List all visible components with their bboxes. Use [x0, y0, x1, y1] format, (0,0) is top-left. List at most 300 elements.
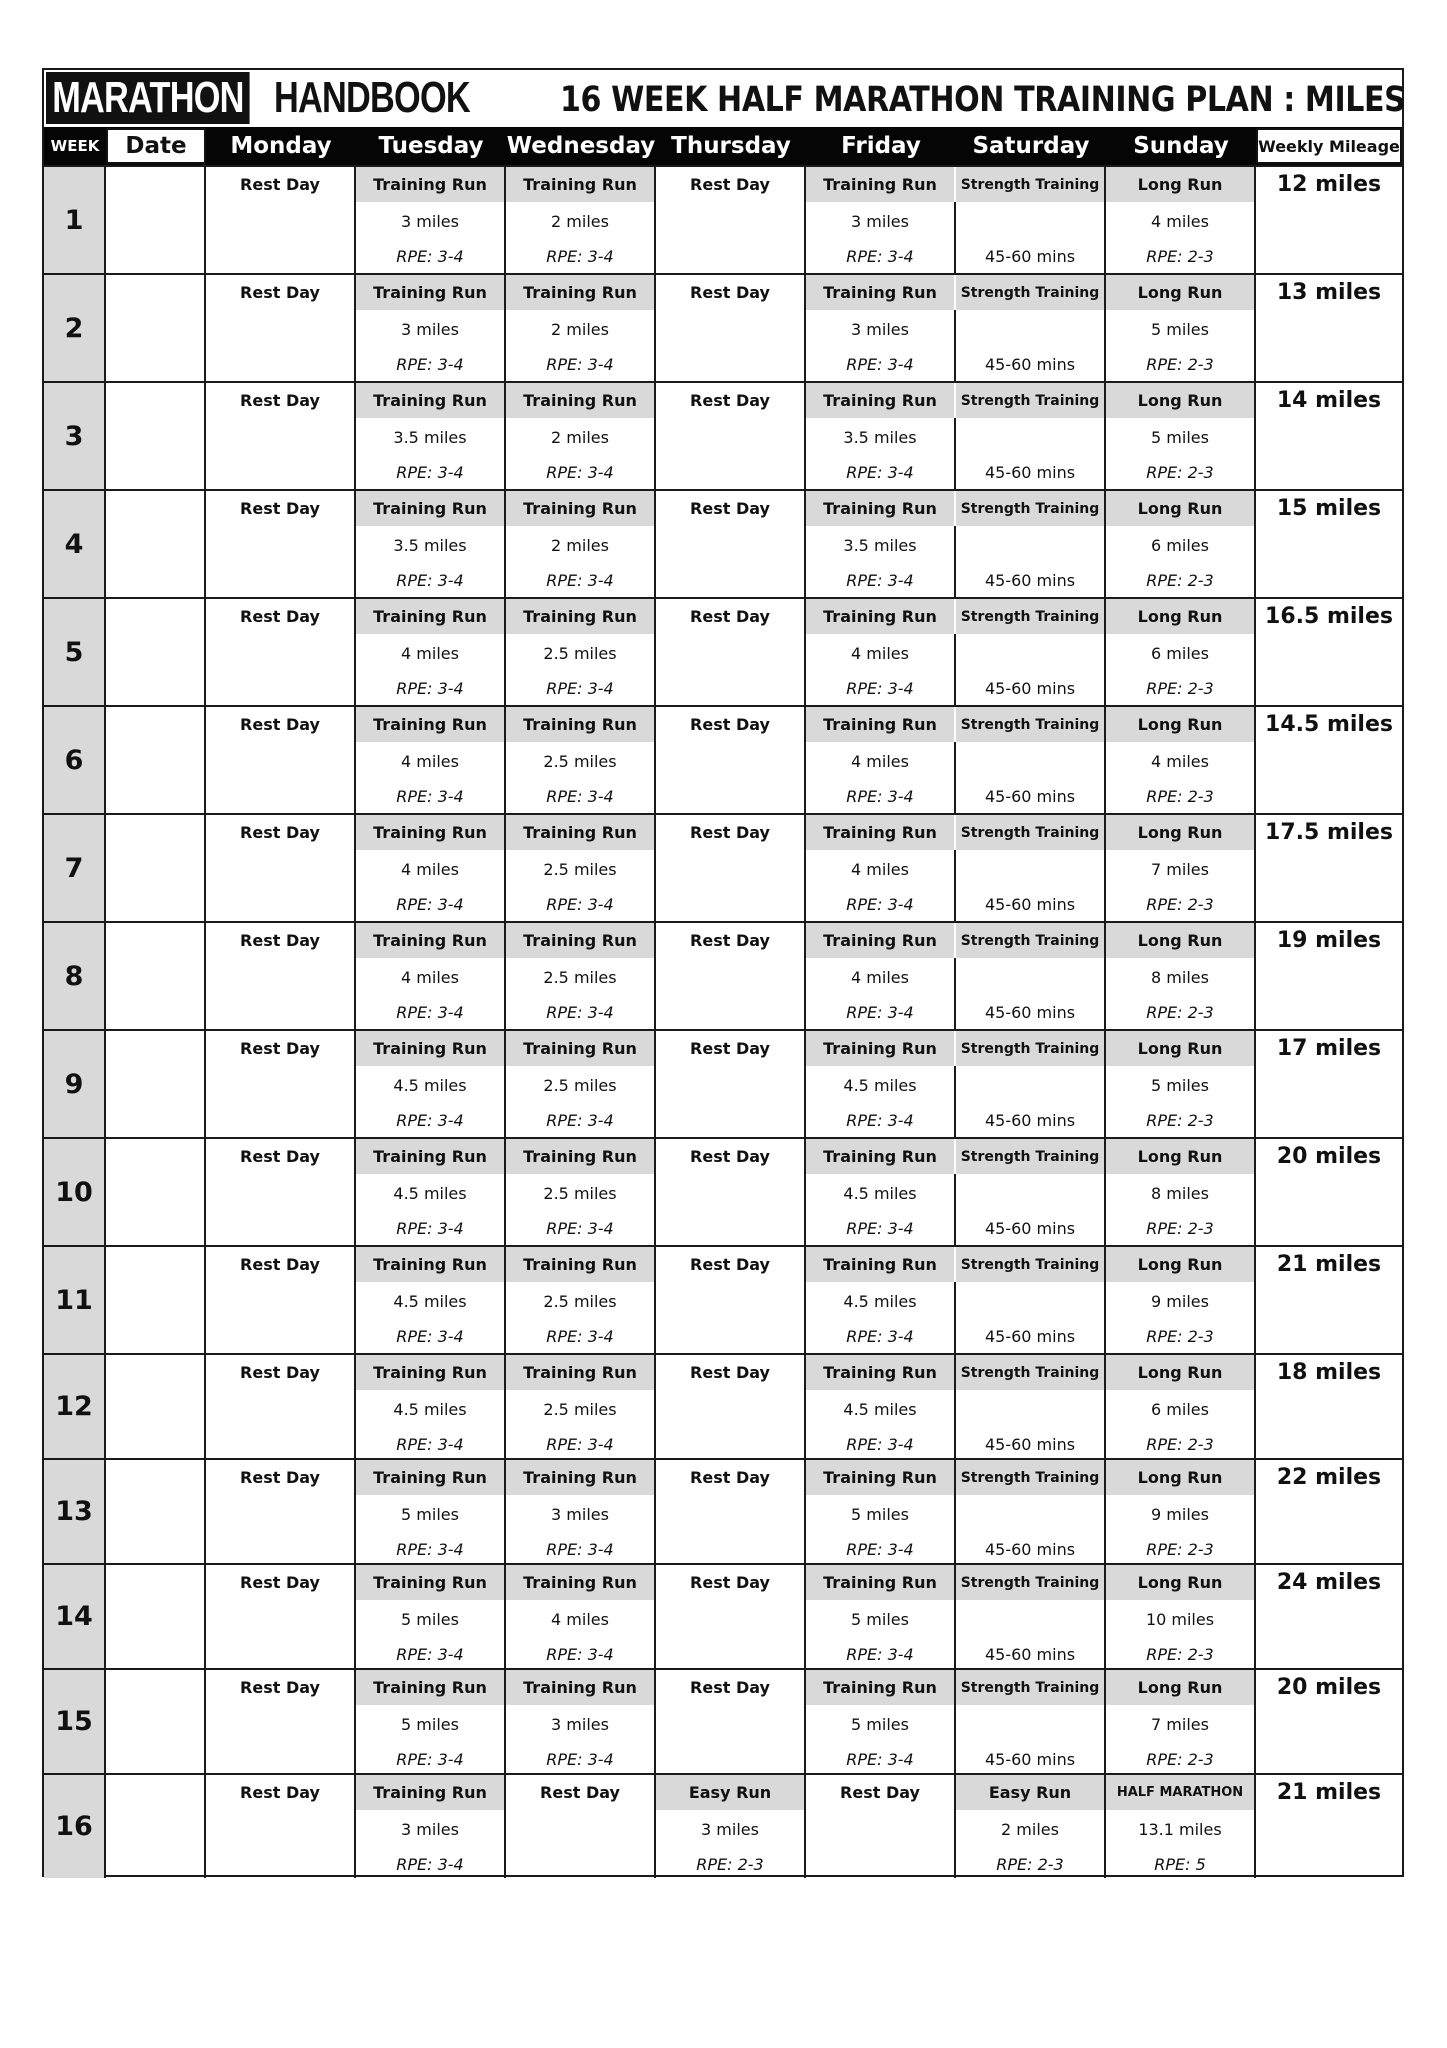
workout-type: Training Run	[356, 1670, 504, 1705]
workout-type: Long Run	[1106, 1031, 1254, 1066]
workout-distance: 5 miles	[1151, 1076, 1209, 1095]
day-cell-thursday	[656, 1355, 806, 1458]
workout-type: Long Run	[1106, 1670, 1254, 1705]
day-cell-friday	[806, 1139, 956, 1245]
workout-effort: RPE: 5	[1154, 1855, 1206, 1874]
week-number: 4	[44, 491, 106, 597]
workout-effort	[656, 455, 804, 490]
workout-type: Rest Day	[240, 607, 320, 626]
weekly-mileage-cell	[1256, 1670, 1402, 1773]
workout-effort: RPE: 3-4	[546, 571, 614, 590]
workout-effort: RPE: 3-4	[396, 355, 464, 374]
workout-distance: 13.1 miles	[1138, 1820, 1222, 1839]
workout-type: Rest Day	[690, 1363, 770, 1382]
workout-effort	[656, 1319, 804, 1354]
workout-distance	[656, 1176, 804, 1211]
day-cell-tuesday	[356, 707, 506, 813]
workout-distance: 2.5 miles	[543, 1076, 617, 1095]
day-cell-saturday	[956, 1139, 1106, 1245]
workout-effort	[206, 1427, 354, 1462]
workout-type: Strength Training	[956, 815, 1104, 850]
workout-distance: 4 miles	[401, 860, 459, 879]
workout-type: Rest Day	[690, 499, 770, 518]
workout-type: Training Run	[506, 167, 654, 202]
workout-distance: 4 miles	[851, 644, 909, 663]
day-cell-wednesday	[506, 1460, 656, 1563]
weekly-mileage-cell	[1256, 1775, 1402, 1878]
date-cell[interactable]	[106, 1139, 206, 1245]
day-cell-sunday	[1106, 1670, 1256, 1773]
workout-type: Training Run	[806, 923, 954, 958]
day-cell-sunday	[1106, 1460, 1256, 1563]
workout-distance: 6 miles	[1151, 644, 1209, 663]
day-cell-thursday	[656, 599, 806, 705]
workout-distance	[956, 1392, 1104, 1427]
workout-effort: RPE: 3-4	[396, 1111, 464, 1130]
workout-type: Training Run	[506, 1139, 654, 1174]
workout-effort	[206, 1847, 354, 1882]
day-cell-tuesday	[356, 599, 506, 705]
workout-type: Training Run	[506, 1460, 654, 1495]
day-cell-monday	[206, 1775, 356, 1878]
workout-distance	[656, 420, 804, 455]
workout-effort: RPE: 3-4	[396, 1645, 464, 1664]
workout-distance	[656, 204, 804, 239]
date-cell[interactable]	[106, 1775, 206, 1878]
day-cell-saturday	[956, 1775, 1106, 1878]
workout-distance	[206, 1602, 354, 1637]
workout-effort	[206, 347, 354, 382]
day-cell-wednesday	[506, 923, 656, 1029]
day-cell-sunday	[1106, 167, 1256, 273]
workout-type: Strength Training	[956, 707, 1104, 742]
workout-distance	[956, 204, 1104, 239]
weekly-mileage-value: 12 miles	[1276, 172, 1382, 197]
workout-type: Training Run	[356, 1355, 504, 1390]
workout-type: Training Run	[506, 923, 654, 958]
workout-effort: RPE: 3-4	[546, 247, 614, 266]
workout-type: Strength Training	[956, 1670, 1104, 1705]
workout-effort: RPE: 2-3	[1146, 355, 1214, 374]
day-cell-sunday	[1106, 1031, 1256, 1137]
day-cell-saturday	[956, 383, 1106, 489]
workout-distance: 3 miles	[851, 320, 909, 339]
workout-type: Long Run	[1106, 1460, 1254, 1495]
workout-distance: 4 miles	[401, 752, 459, 771]
day-cell-sunday	[1106, 1247, 1256, 1353]
day-cell-sunday	[1106, 923, 1256, 1029]
workout-type: Strength Training	[956, 1031, 1104, 1066]
workout-distance	[956, 1284, 1104, 1319]
workout-effort: RPE: 3-4	[396, 1855, 464, 1874]
workout-distance	[656, 1068, 804, 1103]
workout-distance	[206, 1068, 354, 1103]
day-cell-monday	[206, 599, 356, 705]
date-cell[interactable]	[106, 707, 206, 813]
workout-type: Training Run	[806, 383, 954, 418]
workout-distance	[656, 528, 804, 563]
workout-effort: RPE: 3-4	[396, 1327, 464, 1346]
workout-type: Rest Day	[690, 1255, 770, 1274]
weekly-mileage-cell	[1256, 491, 1402, 597]
day-cell-friday	[806, 1670, 956, 1773]
workout-effort: RPE: 3-4	[846, 1327, 914, 1346]
workout-distance: 8 miles	[1151, 968, 1209, 987]
workout-type: Rest Day	[690, 1678, 770, 1697]
workout-effort: RPE: 3-4	[846, 1540, 914, 1559]
workout-effort: RPE: 3-4	[546, 1540, 614, 1559]
date-cell[interactable]	[106, 1247, 206, 1353]
workout-type: Training Run	[506, 491, 654, 526]
day-cell-friday	[806, 167, 956, 273]
date-cell[interactable]	[106, 491, 206, 597]
workout-distance: 3.5 miles	[843, 428, 917, 447]
workout-type: Rest Day	[690, 1039, 770, 1058]
date-cell[interactable]	[106, 1565, 206, 1668]
workout-type: Training Run	[806, 815, 954, 850]
workout-type: Rest Day	[240, 1468, 320, 1487]
day-cell-monday	[206, 1460, 356, 1563]
workout-effort: RPE: 3-4	[396, 895, 464, 914]
workout-effort: RPE: 2-3	[996, 1855, 1064, 1874]
column-header-saturday: Saturday	[972, 133, 1090, 159]
workout-distance	[956, 1602, 1104, 1637]
workout-distance: 2 miles	[551, 536, 609, 555]
day-cell-tuesday	[356, 923, 506, 1029]
day-cell-monday	[206, 923, 356, 1029]
workout-type: Training Run	[506, 1565, 654, 1600]
day-cell-tuesday	[356, 1031, 506, 1137]
workout-type: Strength Training	[956, 1460, 1104, 1495]
workout-distance	[656, 852, 804, 887]
workout-distance	[206, 1392, 354, 1427]
workout-type: Long Run	[1106, 1565, 1254, 1600]
date-cell[interactable]	[106, 923, 206, 1029]
day-cell-wednesday	[506, 1031, 656, 1137]
workout-effort: RPE: 2-3	[696, 1855, 764, 1874]
workout-effort: 45-60 mins	[984, 247, 1076, 266]
workout-type: Training Run	[506, 1031, 654, 1066]
workout-distance	[206, 960, 354, 995]
workout-effort: 45-60 mins	[984, 787, 1076, 806]
day-cell-friday	[806, 275, 956, 381]
workout-type: Training Run	[356, 815, 504, 850]
day-cell-wednesday	[506, 599, 656, 705]
workout-type: Strength Training	[956, 167, 1104, 202]
workout-type: Long Run	[1106, 1355, 1254, 1390]
day-cell-sunday	[1106, 815, 1256, 921]
workout-type: Strength Training	[956, 275, 1104, 310]
day-cell-wednesday	[506, 1139, 656, 1245]
workout-distance: 3 miles	[401, 212, 459, 231]
day-cell-wednesday	[506, 815, 656, 921]
workout-type: Rest Day	[540, 1783, 620, 1802]
workout-effort: RPE: 2-3	[1146, 1003, 1214, 1022]
week-number: 9	[44, 1031, 106, 1137]
day-cell-monday	[206, 167, 356, 273]
workout-type: Rest Day	[690, 283, 770, 302]
workout-distance	[206, 1176, 354, 1211]
workout-distance	[956, 1707, 1104, 1742]
day-cell-friday	[806, 491, 956, 597]
week-number: 8	[44, 923, 106, 1029]
workout-effort: 45-60 mins	[984, 571, 1076, 590]
workout-effort: RPE: 3-4	[846, 463, 914, 482]
workout-distance: 4 miles	[1151, 752, 1209, 771]
workout-type: Training Run	[506, 1670, 654, 1705]
weekly-mileage-value: 16.5 miles	[1265, 604, 1393, 629]
column-header-thursday: Thursday	[671, 133, 791, 159]
workout-type: Rest Day	[690, 1573, 770, 1592]
day-cell-tuesday	[356, 491, 506, 597]
workout-distance: 4.5 miles	[393, 1400, 467, 1419]
workout-effort	[656, 1742, 804, 1777]
workout-effort: RPE: 3-4	[396, 1750, 464, 1769]
workout-type: Rest Day	[240, 283, 320, 302]
week-row	[44, 705, 1402, 813]
workout-type: Training Run	[356, 167, 504, 202]
workout-distance: 3.5 miles	[393, 428, 467, 447]
workout-distance	[656, 1284, 804, 1319]
workout-type: Long Run	[1106, 491, 1254, 526]
workout-effort: RPE: 2-3	[1146, 1111, 1214, 1130]
workout-type: Rest Day	[690, 607, 770, 626]
week-row	[44, 489, 1402, 597]
workout-effort: 45-60 mins	[984, 1327, 1076, 1346]
workout-effort	[656, 887, 804, 922]
workout-type: Training Run	[506, 599, 654, 634]
workout-type: Rest Day	[240, 1783, 320, 1802]
column-header-weekly-mileage: Weekly Mileage	[1256, 128, 1402, 164]
workout-distance	[656, 636, 804, 671]
day-cell-tuesday	[356, 1139, 506, 1245]
workout-effort: RPE: 2-3	[1146, 1327, 1214, 1346]
workout-effort: RPE: 3-4	[396, 247, 464, 266]
workout-type: Training Run	[806, 1565, 954, 1600]
week-row	[44, 813, 1402, 921]
column-header-friday: Friday	[841, 133, 921, 159]
workout-effort	[206, 455, 354, 490]
day-cell-thursday	[656, 167, 806, 273]
workout-type: Training Run	[506, 383, 654, 418]
weekly-mileage-value: 17.5 miles	[1265, 820, 1393, 845]
workout-type: Strength Training	[956, 1247, 1104, 1282]
date-cell[interactable]	[106, 383, 206, 489]
day-cell-sunday	[1106, 491, 1256, 597]
workout-type: Training Run	[356, 923, 504, 958]
date-cell[interactable]	[106, 1670, 206, 1773]
day-cell-monday	[206, 1355, 356, 1458]
logo-word-marathon: MARATHON	[46, 72, 250, 124]
workout-effort: RPE: 2-3	[1146, 679, 1214, 698]
workout-distance: 5 miles	[401, 1610, 459, 1629]
week-row	[44, 1245, 1402, 1353]
workout-effort: RPE: 2-3	[1146, 463, 1214, 482]
workout-type: Rest Day	[240, 175, 320, 194]
workout-type: Long Run	[1106, 707, 1254, 742]
workout-type: Strength Training	[956, 1565, 1104, 1600]
workout-effort: RPE: 3-4	[846, 355, 914, 374]
workout-distance	[506, 1812, 654, 1847]
day-cell-thursday	[656, 1460, 806, 1563]
weekly-mileage-value: 13 miles	[1276, 280, 1382, 305]
workout-effort: RPE: 3-4	[846, 571, 914, 590]
day-cell-friday	[806, 815, 956, 921]
workout-type: Long Run	[1106, 815, 1254, 850]
workout-type: Training Run	[506, 815, 654, 850]
day-cell-tuesday	[356, 1460, 506, 1563]
workout-type: Training Run	[806, 599, 954, 634]
column-header-week: WEEK	[50, 137, 100, 155]
day-cell-friday	[806, 1247, 956, 1353]
workout-type: Training Run	[356, 1775, 504, 1810]
workout-effort: RPE: 2-3	[1146, 1540, 1214, 1559]
workout-distance: 4 miles	[851, 860, 909, 879]
workout-effort: RPE: 3-4	[546, 1003, 614, 1022]
workout-type: Training Run	[806, 1460, 954, 1495]
day-cell-saturday	[956, 491, 1106, 597]
workout-distance: 5 miles	[401, 1715, 459, 1734]
day-cell-saturday	[956, 1460, 1106, 1563]
workout-type: Rest Day	[240, 823, 320, 842]
workout-type: Long Run	[1106, 1247, 1254, 1282]
workout-type: Training Run	[506, 707, 654, 742]
workout-effort: 45-60 mins	[984, 1540, 1076, 1559]
workout-distance	[956, 1176, 1104, 1211]
workout-type: Rest Day	[840, 1783, 920, 1802]
day-cell-tuesday	[356, 1775, 506, 1878]
workout-effort: 45-60 mins	[984, 1219, 1076, 1238]
workout-distance: 2.5 miles	[543, 1292, 617, 1311]
day-cell-monday	[206, 1247, 356, 1353]
workout-type: Rest Day	[690, 715, 770, 734]
workout-effort: RPE: 3-4	[546, 895, 614, 914]
marathon-handbook-logo	[46, 72, 470, 124]
workout-effort	[656, 1532, 804, 1567]
workout-type: Training Run	[356, 1565, 504, 1600]
workout-effort	[656, 1637, 804, 1672]
workout-effort	[656, 1103, 804, 1138]
weekly-mileage-cell	[1256, 923, 1402, 1029]
workout-distance: 4 miles	[851, 752, 909, 771]
workout-effort: RPE: 3-4	[546, 1750, 614, 1769]
workout-distance	[956, 636, 1104, 671]
day-cell-friday	[806, 923, 956, 1029]
workout-type: Training Run	[356, 383, 504, 418]
day-cell-friday	[806, 1565, 956, 1668]
workout-effort: RPE: 3-4	[846, 679, 914, 698]
day-cell-thursday	[656, 1247, 806, 1353]
weekly-mileage-value: 21 miles	[1276, 1780, 1382, 1805]
workout-type: Long Run	[1106, 923, 1254, 958]
workout-distance: 2.5 miles	[543, 860, 617, 879]
weekly-mileage-cell	[1256, 275, 1402, 381]
workout-distance: 4.5 miles	[393, 1184, 467, 1203]
date-cell[interactable]	[106, 167, 206, 273]
workout-effort: RPE: 3-4	[546, 1327, 614, 1346]
weekly-mileage-value: 22 miles	[1276, 1465, 1382, 1490]
weekly-mileage-cell	[1256, 383, 1402, 489]
workout-effort: RPE: 3-4	[396, 787, 464, 806]
day-cell-wednesday	[506, 1775, 656, 1878]
workout-effort: RPE: 3-4	[396, 1219, 464, 1238]
date-cell[interactable]	[106, 599, 206, 705]
day-cell-saturday	[956, 1565, 1106, 1668]
workout-distance: 4 miles	[401, 644, 459, 663]
workout-effort: RPE: 3-4	[396, 571, 464, 590]
weekly-mileage-cell	[1256, 1031, 1402, 1137]
weekly-mileage-value: 20 miles	[1276, 1675, 1382, 1700]
day-cell-wednesday	[506, 167, 656, 273]
week-row	[44, 1563, 1402, 1668]
workout-effort	[806, 1847, 954, 1882]
day-cell-saturday	[956, 707, 1106, 813]
column-header-sunday: Sunday	[1133, 133, 1229, 159]
workout-distance	[656, 312, 804, 347]
date-cell[interactable]	[106, 1460, 206, 1563]
workout-distance: 4 miles	[401, 968, 459, 987]
workout-effort	[206, 563, 354, 598]
workout-distance: 4.5 miles	[843, 1292, 917, 1311]
workout-distance	[956, 744, 1104, 779]
workout-effort	[206, 239, 354, 274]
day-cell-friday	[806, 1460, 956, 1563]
day-cell-thursday	[656, 1031, 806, 1137]
workout-effort	[656, 1427, 804, 1462]
workout-effort: 45-60 mins	[984, 1003, 1076, 1022]
workout-effort: 45-60 mins	[984, 355, 1076, 374]
workout-type: Training Run	[356, 1460, 504, 1495]
workout-effort: 45-60 mins	[984, 895, 1076, 914]
workout-distance: 4 miles	[551, 1610, 609, 1629]
date-cell[interactable]	[106, 1355, 206, 1458]
week-row	[44, 1029, 1402, 1137]
day-cell-wednesday	[506, 275, 656, 381]
day-cell-thursday	[656, 1670, 806, 1773]
weekly-mileage-value: 15 miles	[1276, 496, 1382, 521]
date-cell[interactable]	[106, 815, 206, 921]
workout-effort: RPE: 3-4	[546, 1111, 614, 1130]
workout-type: Rest Day	[240, 1039, 320, 1058]
training-plan-sheet	[42, 68, 1404, 1877]
day-cell-sunday	[1106, 1355, 1256, 1458]
day-cell-sunday	[1106, 1565, 1256, 1668]
workout-effort	[656, 779, 804, 814]
workout-distance: 4 miles	[851, 968, 909, 987]
week-number: 2	[44, 275, 106, 381]
day-cell-sunday	[1106, 1139, 1256, 1245]
weekly-mileage-cell	[1256, 1355, 1402, 1458]
day-cell-wednesday	[506, 1565, 656, 1668]
workout-distance: 5 miles	[1151, 428, 1209, 447]
workout-effort: RPE: 3-4	[846, 1750, 914, 1769]
week-number: 13	[44, 1460, 106, 1563]
date-cell[interactable]	[106, 1031, 206, 1137]
week-number: 1	[44, 167, 106, 273]
workout-effort: RPE: 2-3	[1146, 571, 1214, 590]
workout-effort: RPE: 3-4	[846, 1003, 914, 1022]
column-header-monday: Monday	[230, 133, 332, 159]
workout-distance: 3 miles	[401, 1820, 459, 1839]
workout-effort: 45-60 mins	[984, 1111, 1076, 1130]
weekly-mileage-cell	[1256, 1247, 1402, 1353]
workout-type: Long Run	[1106, 167, 1254, 202]
page-title: 16 WEEK HALF MARATHON TRAINING PLAN : MILES	[560, 80, 1406, 120]
date-cell[interactable]	[106, 275, 206, 381]
day-cell-saturday	[956, 923, 1106, 1029]
workout-distance: 4.5 miles	[843, 1184, 917, 1203]
weekly-mileage-cell	[1256, 707, 1402, 813]
